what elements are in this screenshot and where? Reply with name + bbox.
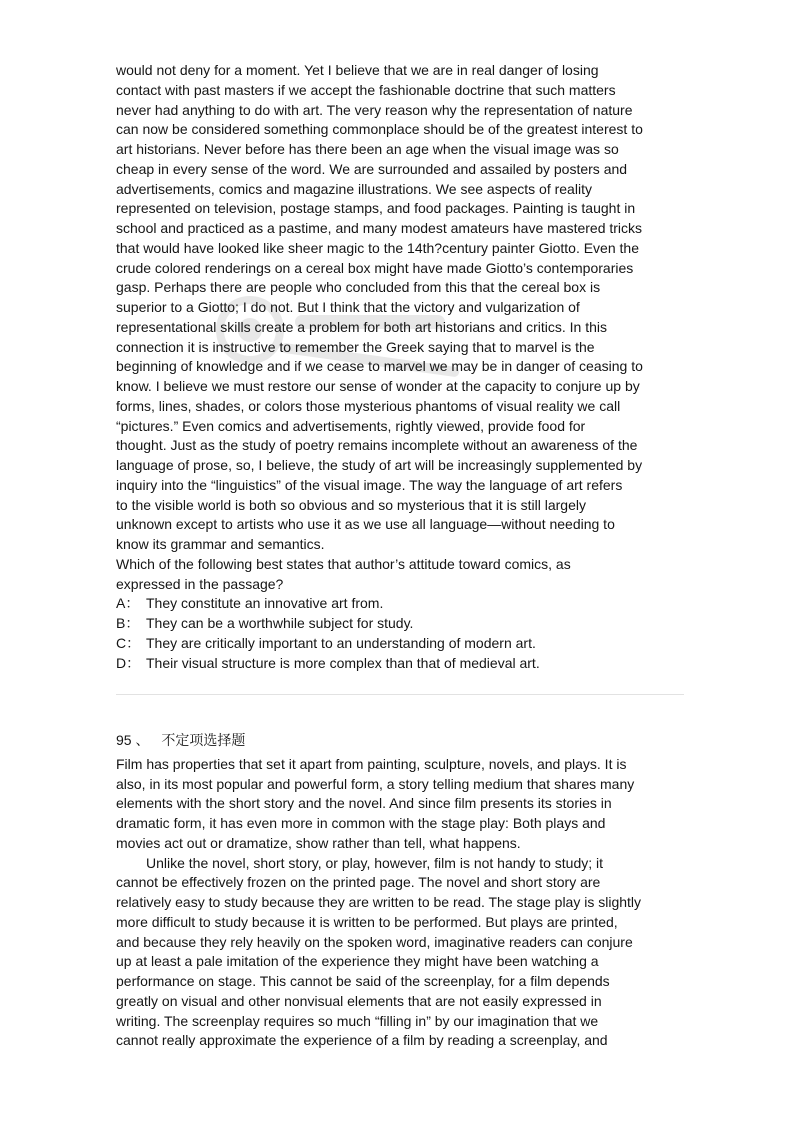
passage-line: more difficult to study because it is written to be performed. But plays are printed, (116, 913, 618, 930)
question-type: 不定项选择题 (161, 732, 246, 748)
passage-line: also, in its most popular and powerful form, a story telling medium that shares many (116, 775, 635, 792)
question-line: expressed in the passage? (116, 575, 284, 592)
question-stem (116, 555, 696, 595)
passage-line: represented on television, postage stamps, and food packages. Painting is taught in (116, 200, 636, 217)
film-passage (116, 755, 696, 1051)
passage-line: cannot be effectively frozen on the printed page. The novel and short story are (116, 874, 601, 891)
passage-line: writing. The screenplay requires so much “filling in” by our imagination that we (116, 1012, 599, 1029)
passage-line: superior to a Giotto; I do not. But I think that the victory and vulgarization of (116, 299, 580, 315)
passage-line: and because they rely heavily on the spoken word, imaginative readers can conjure (116, 933, 633, 950)
passage-line: Unlike the novel, short story, or play, however, film is not handy to study; it (146, 854, 604, 871)
passage-line: representational skills create a problem for both art historians and critics. In this (116, 318, 608, 335)
question-number: 95 、 (116, 732, 150, 748)
passage-line: forms, lines, shades, or colors those mysterious phantoms of visual reality we call (116, 397, 621, 414)
passage-line: contact with past masters if we accept the fashionable doctrine that such matters (116, 81, 616, 98)
option-b[interactable] (116, 614, 696, 634)
passage-line: cannot really approximate the experience of a film by reading a screenplay, and (116, 1032, 608, 1049)
passage-line: art historians. Never before has there been an age when the visual image was so (116, 141, 619, 157)
passage-line: that would have looked like sheer magic to the 14th?century painter Giotto. Even the (116, 239, 639, 256)
passage-line: unknown except to artists who use it as we use all language—without needing to (116, 516, 615, 533)
passage-line: cheap in every sense of the word. We are surrounded and assailed by posters and (116, 160, 628, 177)
answer-options (116, 594, 696, 673)
passage-line: advertisements, comics and magazine illustrations. We see aspects of reality (116, 180, 592, 197)
passage-line: never had anything to do with art. The very reason why the representation of nature (116, 101, 633, 118)
passage-line: movies act out or dramatize, show rather than tell, what happens. (116, 834, 521, 851)
passage-line: up at least a pale imitation of the experience they might have been watching a (116, 953, 599, 970)
option-label: A： (116, 595, 140, 612)
passage-line: “pictures.” Even comics and advertisements, rightly viewed, provide food for (116, 417, 586, 434)
passage-line: elements with the short story and the novel. And since film presents its stories in (116, 795, 612, 812)
passage-line: know its grammar and semantics. (116, 536, 325, 552)
passage-line: performance on stage. This cannot be said of the screenplay, for a film depends (116, 973, 610, 989)
option-text: They are critically important to an understanding of modern art. (146, 634, 536, 651)
next-question-block (116, 731, 696, 1051)
option-text: Their visual structure is more complex than that of medieval art. (146, 654, 540, 671)
passage-line: greatly on visual and other nonvisual elements that are not easily expressed in (116, 992, 602, 1009)
passage-line: inquiry into the “linguistics” of the visual image. The way the language of art refers (116, 476, 623, 493)
reading-passage-block (116, 61, 696, 673)
option-label: D： (116, 654, 141, 671)
passage-line: connection it is instructive to remember the Greek saying that to marvel is the (116, 338, 595, 355)
option-c[interactable] (116, 634, 696, 654)
passage-line: beginning of knowledge and if we cease to marvel we may be in danger of ceasing to (116, 358, 643, 375)
option-label: B： (116, 615, 140, 631)
passage-line: can now be considered something commonplace should be of the greatest interest to (116, 121, 643, 138)
passage-line: language of prose, so, I believe, the study of art will be increasingly supplemented by (116, 457, 643, 473)
passage-line: school and practiced as a pastime, and many modest amateurs have mastered tricks (116, 220, 643, 236)
passage-line: Film has properties that set it apart from painting, sculpture, novels, and plays. It is (116, 755, 627, 772)
passage-line: crude colored renderings on a cereal box might have made Giotto’s contemporaries (116, 259, 634, 276)
passage-text (116, 61, 696, 555)
option-text: They constitute an innovative art from. (146, 595, 384, 612)
question-line: Which of the following best states that author’s attitude toward comics, as (116, 555, 571, 572)
option-label: C： (116, 634, 141, 651)
passage-line: would not deny for a moment. Yet I believe that we are in real danger of losing (116, 62, 599, 78)
question-header (116, 731, 696, 751)
passage-line: thought. Just as the study of poetry remains incomplete without an awareness of the (116, 437, 638, 454)
passage-line: know. I believe we must restore our sense of wonder at the capacity to conjure up by (116, 378, 640, 394)
passage-line: gasp. Perhaps there are people who concluded from this that the cereal box is (116, 279, 601, 296)
paragraph (116, 755, 696, 854)
passage-line: to the visible world is both so obvious and so mysterious that it is still largely (116, 496, 586, 513)
option-text: They can be a worthwhile subject for study. (146, 615, 414, 631)
paragraph (116, 854, 696, 1052)
option-d[interactable] (116, 654, 696, 674)
section-divider (116, 694, 684, 695)
option-a[interactable] (116, 594, 696, 614)
passage-line: dramatic form, it has even more in common with the stage play: Both plays and (116, 815, 606, 831)
passage-line: relatively easy to study because they are written to be read. The stage play is slightly (116, 894, 642, 910)
